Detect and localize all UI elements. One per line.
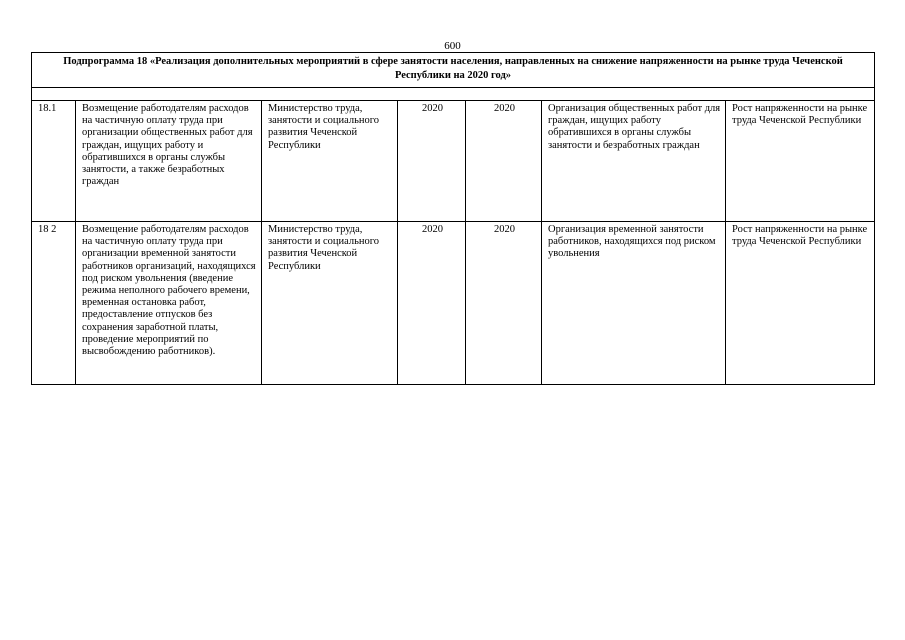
table-row	[32, 222, 875, 385]
start-year-cell: 2020	[398, 222, 466, 385]
expected-result-cell: Организация временной занятости работников, находящихся под риском увольнения	[542, 222, 726, 385]
start-year-cell: 2020	[398, 101, 466, 222]
subprogram-title: Подпрограмма 18 «Реализация дополнительных мероприятий в сфере занятости населения, направленных на снижение напряженности на рынке труда Чеченской Республики на 2020 год»	[32, 53, 875, 88]
spacer-cell	[32, 88, 875, 101]
measure-description-cell: Возмещение работодателям расходов на частичную оплату труда при организации временной занятости работников организаций, находящихся под риском увольнения (введение режима неполного рабочего времени, временная остановка работ, предоставление отпусков без сохранения заработной платы, проведение мероприятий по высвобождению работников).	[76, 222, 262, 385]
risk-cell: Рост напряженности на рынке труда Чеченской Республики	[726, 222, 875, 385]
executor-cell: Министерство труда, занятости и социального развития Чеченской Республики	[262, 101, 398, 222]
subprogram-header-row	[32, 53, 875, 88]
expected-result-cell: Организация общественных работ для граждан, ищущих работу обратившихся в органы службы занятости и безработных граждан	[542, 101, 726, 222]
measure-number-cell: 18 2	[32, 222, 76, 385]
risk-cell: Рост напряженности на рынке труда Чеченской Республики	[726, 101, 875, 222]
measure-description-cell: Возмещение работодателям расходов на частичную оплату труда при организации общественных работ для граждан, ищущих работу и обратившихся в органы службы занятости, а также безработных граждан	[76, 101, 262, 222]
program-measures-table	[31, 52, 875, 385]
end-year-cell: 2020	[466, 101, 542, 222]
spacer-row	[32, 88, 875, 101]
end-year-cell: 2020	[466, 222, 542, 385]
executor-cell: Министерство труда, занятости и социального развития Чеченской Республики	[262, 222, 398, 385]
page-number: 600	[444, 40, 461, 52]
measure-number-cell: 18.1	[32, 101, 76, 222]
table-row	[32, 101, 875, 222]
